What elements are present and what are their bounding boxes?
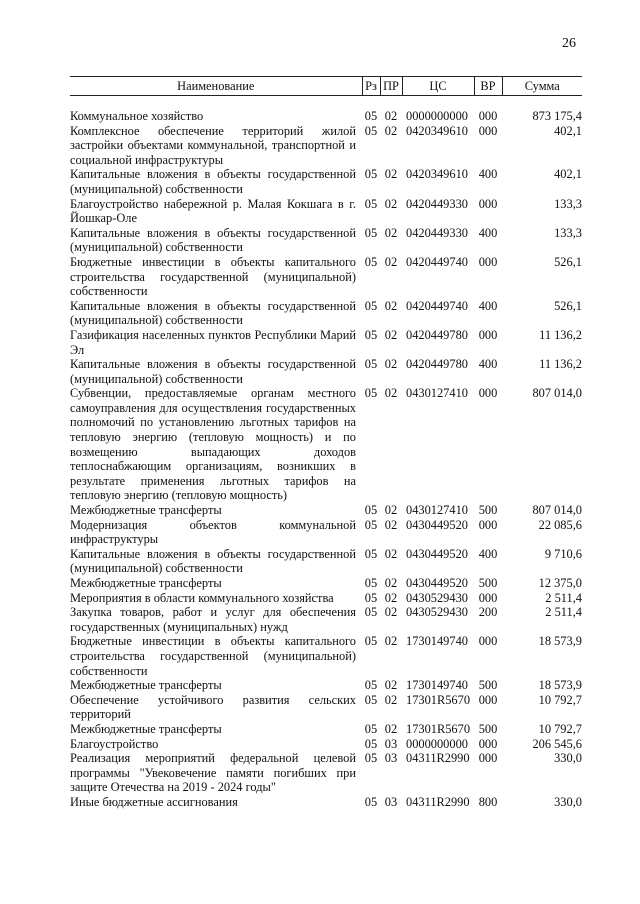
cell-cs: 0420449330: [406, 196, 468, 211]
cell-cs: 0420449740: [406, 298, 468, 313]
cell-name: Мероприятия в области коммунального хозяйства: [70, 590, 334, 605]
cell-rz: 05: [364, 794, 378, 809]
cell-pr: 02: [384, 503, 398, 518]
cell-rz: 05: [364, 692, 378, 707]
cell-cs: 0000000000: [406, 736, 468, 751]
header-pr: ПР: [380, 77, 402, 96]
cell-name: Межбюджетные трансферты: [70, 678, 222, 693]
table-row: [70, 737, 582, 752]
cell-rz: 05: [364, 721, 378, 736]
cell-pr: 02: [384, 196, 398, 211]
cell-vr: 000: [478, 123, 498, 138]
cell-sum: 10 792,7: [538, 692, 582, 707]
cell-pr: 02: [384, 605, 398, 620]
cell-name: Межбюджетные трансферты: [70, 721, 222, 736]
table-row: [70, 96, 582, 124]
cell-vr: 400: [478, 546, 498, 561]
cell-rz: 05: [364, 605, 378, 620]
cell-name: Капитальные вложения в объекты государственной (муниципальной) собственности: [70, 167, 356, 196]
header-vr: ВР: [474, 77, 502, 96]
table-row: [70, 678, 582, 693]
cell-name: Модернизация объектов коммунальной инфраструктуры: [70, 517, 356, 547]
cell-vr: 000: [478, 634, 498, 649]
cell-rz: 05: [364, 503, 378, 518]
cell-rz: 05: [364, 736, 378, 751]
cell-name: Благоустройство: [70, 736, 159, 751]
cell-sum: 402,1: [554, 123, 582, 138]
cell-sum: 11 136,2: [539, 357, 582, 372]
cell-rz: 05: [364, 546, 378, 561]
cell-vr: 000: [478, 327, 498, 342]
header-cs: ЦС: [402, 77, 474, 96]
table-row: [70, 591, 582, 606]
cell-vr: 400: [478, 167, 498, 182]
cell-vr: 000: [478, 254, 498, 269]
table-row: [70, 226, 582, 255]
cell-pr: 02: [384, 692, 398, 707]
cell-rz: 05: [364, 167, 378, 182]
cell-sum: 12 375,0: [538, 576, 582, 590]
cell-cs: 04311R2990: [406, 751, 470, 766]
header-name: Наименование: [70, 77, 362, 96]
cell-rz: 05: [364, 123, 378, 138]
cell-rz: 05: [364, 678, 378, 693]
cell-pr: 02: [384, 327, 398, 342]
table-row: [70, 576, 582, 591]
cell-pr: 02: [384, 225, 398, 240]
cell-rz: 05: [364, 357, 378, 372]
cell-name: Капитальные вложения в объекты государственной (муниципальной) собственности: [70, 357, 356, 386]
cell-sum: 807 014,0: [532, 503, 582, 518]
cell-vr: 000: [478, 692, 498, 707]
cell-rz: 05: [364, 196, 378, 211]
cell-name: Капитальные вложения в объекты государственной (муниципальной) собственности: [70, 298, 356, 328]
cell-pr: 02: [384, 590, 398, 605]
cell-sum: 18 573,9: [538, 634, 582, 649]
cell-rz: 05: [364, 109, 378, 123]
cell-rz: 05: [364, 576, 378, 590]
cell-cs: 0420449780: [406, 327, 468, 342]
cell-rz: 05: [364, 386, 378, 401]
cell-cs: 17301R5670: [406, 721, 471, 736]
table-row: [70, 518, 582, 547]
table-row: [70, 751, 582, 795]
cell-vr: 400: [478, 298, 498, 313]
cell-name: Иные бюджетные ассигнования: [70, 794, 238, 809]
table-row: [70, 255, 582, 299]
cell-vr: 500: [478, 576, 498, 590]
table-header: [70, 77, 582, 96]
cell-pr: 02: [384, 678, 398, 693]
cell-vr: 000: [478, 196, 498, 211]
cell-pr: 02: [384, 109, 398, 123]
cell-vr: 800: [478, 794, 498, 809]
cell-name: Капитальные вложения в объекты государственной (муниципальной) собственности: [70, 225, 356, 255]
table-row: [70, 299, 582, 328]
cell-sum: 10 792,7: [538, 721, 582, 736]
table-row: [70, 328, 582, 357]
cell-rz: 05: [364, 517, 378, 532]
cell-vr: 000: [478, 736, 498, 751]
table-row: [70, 547, 582, 576]
cell-name: Субвенции, предоставляемые органам местного самоуправления для осуществления государственных полномочий по установлению льготных тарифов на тепловую энергию (тепловую мощность) и по возмещению выпадающих доходов теплоснабжающим организациям, возникших в результате применения льготных тарифов на тепловую энергию (тепловую мощность): [70, 386, 356, 503]
cell-cs: 0420449330: [406, 225, 468, 240]
table-row: [70, 503, 582, 518]
budget-table: [70, 76, 582, 810]
cell-cs: 04311R2990: [406, 794, 470, 809]
cell-vr: 000: [478, 751, 498, 766]
cell-sum: 330,0: [554, 751, 582, 766]
cell-cs: 1730149740: [406, 634, 468, 649]
cell-vr: 200: [478, 605, 498, 620]
cell-cs: 0430449520: [406, 546, 468, 561]
cell-name: Бюджетные инвестиции в объекты капитального строительства государственной (муниципальной) собственности: [70, 254, 356, 299]
cell-cs: 0420349610: [406, 167, 468, 182]
cell-rz: 05: [364, 327, 378, 342]
cell-vr: 400: [478, 357, 498, 372]
cell-cs: 0430449520: [406, 517, 468, 532]
cell-rz: 05: [364, 590, 378, 605]
cell-sum: 807 014,0: [532, 386, 582, 401]
cell-name: Капитальные вложения в объекты государственной (муниципальной) собственности: [70, 546, 356, 576]
cell-vr: 000: [478, 517, 498, 532]
table-row: [70, 795, 582, 810]
cell-sum: 133,3: [554, 225, 582, 240]
cell-rz: 05: [364, 634, 378, 649]
cell-cs: 17301R5670: [406, 692, 471, 707]
table-row: [70, 167, 582, 196]
cell-name: Бюджетные инвестиции в объекты капитального строительства государственной (муниципальной) собственности: [70, 634, 356, 678]
cell-sum: 526,1: [554, 298, 582, 313]
cell-pr: 03: [384, 736, 398, 751]
cell-pr: 02: [384, 298, 398, 313]
cell-vr: 000: [478, 109, 498, 123]
header-rz: Рз: [362, 77, 380, 96]
cell-name: Коммунальное хозяйство: [70, 109, 204, 123]
table-row: [70, 722, 582, 737]
cell-cs: 0430449520: [406, 576, 468, 590]
cell-pr: 02: [384, 357, 398, 372]
cell-name: Закупка товаров, работ и услуг для обеспечения государственных (муниципальных) нужд: [70, 605, 356, 634]
cell-pr: 03: [384, 751, 398, 766]
cell-cs: 0420449740: [406, 254, 468, 269]
cell-pr: 02: [384, 517, 398, 532]
cell-rz: 05: [364, 751, 378, 766]
cell-vr: 500: [478, 503, 498, 518]
cell-cs: 0420349610: [406, 123, 468, 138]
cell-name: Межбюджетные трансферты: [70, 576, 222, 590]
table-row: [70, 386, 582, 503]
cell-sum: 526,1: [554, 254, 582, 269]
cell-cs: 0430529430: [406, 590, 468, 605]
cell-name: Благоустройство набережной р. Малая Кокшага в г. Йошкар-Оле: [70, 196, 356, 226]
table-row: [70, 357, 582, 386]
cell-pr: 02: [384, 254, 398, 269]
cell-vr: 400: [478, 225, 498, 240]
cell-cs: 0430529430: [406, 605, 468, 620]
header-sum: Сумма: [502, 77, 582, 96]
cell-pr: 02: [384, 123, 398, 138]
cell-sum: 873 175,4: [532, 109, 582, 123]
cell-name: Обеспечение устойчивого развития сельских территорий: [70, 692, 356, 722]
cell-sum: 22 085,6: [538, 517, 582, 532]
table-row: [70, 124, 582, 168]
table-row: [70, 197, 582, 226]
table-body: [70, 96, 582, 810]
cell-cs: 0000000000: [406, 109, 468, 123]
cell-name: Газификация населенных пунктов Республики Марий Эл: [70, 327, 356, 357]
cell-pr: 02: [384, 546, 398, 561]
cell-pr: 02: [384, 721, 398, 736]
cell-cs: 0420449780: [406, 357, 468, 372]
cell-sum: 18 573,9: [538, 678, 582, 693]
cell-vr: 500: [478, 678, 498, 693]
cell-rz: 05: [364, 254, 378, 269]
table-row: [70, 634, 582, 678]
cell-sum: 206 545,6: [532, 736, 582, 751]
table-row: [70, 605, 582, 634]
cell-sum: 330,0: [554, 794, 582, 809]
cell-pr: 02: [384, 167, 398, 182]
cell-name: Межбюджетные трансферты: [70, 503, 222, 518]
cell-sum: 402,1: [554, 167, 582, 182]
cell-rz: 05: [364, 225, 378, 240]
cell-vr: 500: [478, 721, 498, 736]
cell-sum: 9 710,6: [544, 546, 582, 561]
cell-vr: 000: [478, 386, 498, 401]
cell-pr: 03: [384, 794, 398, 809]
cell-sum: 11 136,2: [539, 327, 582, 342]
cell-vr: 000: [478, 590, 498, 605]
table-row: [70, 693, 582, 722]
cell-cs: 0430127410: [406, 386, 468, 401]
cell-rz: 05: [364, 298, 378, 313]
cell-pr: 02: [384, 634, 398, 649]
cell-sum: 133,3: [554, 196, 582, 211]
cell-sum: 2 511,4: [545, 605, 582, 620]
cell-name: Реализация мероприятий федеральной целевой программы "Увековечение памяти погибших при защите Отечества на 2019 - 2024 годы": [70, 751, 356, 795]
cell-cs: 0430127410: [406, 503, 468, 518]
cell-sum: 2 511,4: [545, 590, 582, 605]
cell-pr: 02: [384, 386, 398, 401]
page-number: 26: [562, 36, 576, 51]
cell-cs: 1730149740: [406, 678, 468, 693]
cell-pr: 02: [384, 576, 398, 590]
cell-name: Комплексное обеспечение территорий жилой застройки объектами коммунальной, транспортной и социальной инфраструктуры: [70, 123, 356, 167]
